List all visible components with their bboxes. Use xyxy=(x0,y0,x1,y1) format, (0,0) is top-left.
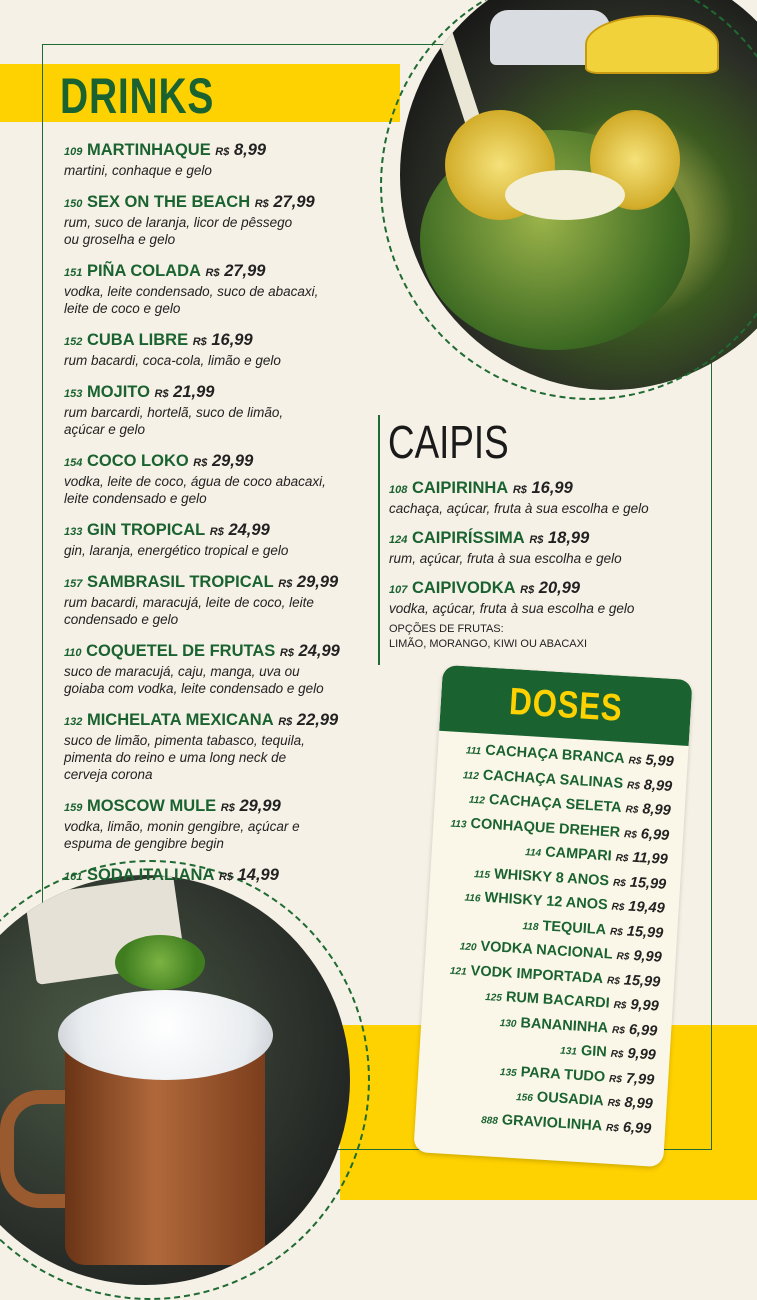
item-price: 24,99 xyxy=(228,521,270,539)
item-code: 888 xyxy=(480,1114,499,1127)
item-currency: R$ xyxy=(215,146,230,158)
item-currency: R$ xyxy=(609,926,624,938)
menu-item xyxy=(64,710,374,783)
item-description: goiaba com vodka, leite condensado e gelo xyxy=(64,681,324,696)
item-code: 150 xyxy=(64,198,83,210)
item-name: WHISKY 12 ANOS xyxy=(484,889,609,914)
item-description: rum, suco de laranja, licor de pêssego xyxy=(64,215,293,230)
item-code: 125 xyxy=(484,992,503,1005)
item-price: 21,99 xyxy=(173,383,215,401)
item-currency: R$ xyxy=(608,1073,623,1085)
menu-item xyxy=(64,382,374,438)
item-code: 120 xyxy=(459,941,477,954)
menu-item xyxy=(64,520,374,559)
menu-item xyxy=(389,578,709,617)
item-currency: R$ xyxy=(613,999,627,1012)
item-currency: R$ xyxy=(625,804,639,817)
item-line xyxy=(64,865,374,887)
item-price: 15,99 xyxy=(626,923,664,942)
item-price: 8,99 xyxy=(624,1094,654,1113)
item-currency: R$ xyxy=(612,877,627,889)
item-code: 157 xyxy=(64,578,83,590)
item-price: 5,99 xyxy=(644,752,675,771)
item-line xyxy=(64,330,374,352)
item-description: condensado e gelo xyxy=(64,612,179,627)
item-price: 19,49 xyxy=(627,898,666,917)
fruit-options-title: OPÇÕES DE FRUTAS: xyxy=(389,623,504,635)
item-name: BANANINHA xyxy=(520,1014,609,1037)
item-code: 111 xyxy=(465,745,482,758)
item-name: SAMBRASIL TROPICAL xyxy=(86,573,274,591)
item-description: leite de coco e gelo xyxy=(64,301,181,316)
item-price: 24,99 xyxy=(298,642,340,660)
item-currency: R$ xyxy=(154,388,169,400)
item-line xyxy=(389,528,709,550)
item-code: 131 xyxy=(559,1045,578,1058)
item-description: leite condensado e gelo xyxy=(64,491,207,506)
item-name: GIN TROPICAL xyxy=(86,521,206,539)
item-code: 116 xyxy=(464,892,481,905)
menu-item xyxy=(389,478,709,517)
item-line xyxy=(64,451,374,473)
item-code: 109 xyxy=(64,146,83,158)
item-name: CAIPIRINHA xyxy=(411,479,509,497)
item-currency: R$ xyxy=(623,828,638,841)
item-name: SEX ON THE BEACH xyxy=(86,193,251,211)
item-code: 130 xyxy=(499,1017,517,1030)
item-line xyxy=(64,382,374,404)
item-name: CAIPIVODKA xyxy=(411,579,516,597)
menu-item xyxy=(64,641,374,697)
item-code: 124 xyxy=(389,534,408,546)
item-price: 18,99 xyxy=(547,529,590,547)
doses-card xyxy=(413,665,692,1167)
item-code: 113 xyxy=(450,818,467,831)
item-name: COCO LOKO xyxy=(86,452,189,470)
item-price: 16,99 xyxy=(211,331,253,349)
item-line xyxy=(389,578,709,600)
item-line xyxy=(64,710,374,732)
item-description: espuma de gengibre begin xyxy=(64,836,224,851)
caipis-list xyxy=(389,478,709,628)
item-description: vodka, leite de coco, água de coco abacaxi, xyxy=(64,474,326,489)
item-name: CACHAÇA SALINAS xyxy=(482,766,624,792)
item-currency: R$ xyxy=(611,1024,626,1037)
item-price: 7,99 xyxy=(625,1070,655,1088)
menu-item xyxy=(64,796,374,852)
item-currency: R$ xyxy=(610,1048,624,1061)
item-code: 132 xyxy=(64,716,83,728)
item-price: 15,99 xyxy=(629,874,667,893)
item-code: 135 xyxy=(499,1066,517,1079)
item-description: suco de limão, pimenta tabasco, tequila, xyxy=(64,733,305,748)
item-line xyxy=(64,192,374,214)
item-name: PIÑA COLADA xyxy=(86,262,201,280)
item-price: 29,99 xyxy=(211,452,254,470)
item-description: pimenta do reino e uma long neck de xyxy=(64,750,287,765)
item-code: 118 xyxy=(522,920,539,933)
item-name: SODA ITALIANA xyxy=(86,866,215,884)
item-currency: R$ xyxy=(279,647,294,659)
item-description: vodka, açúcar, fruta à sua escolha e gelo xyxy=(389,601,635,616)
item-currency: R$ xyxy=(192,336,207,348)
item-code: 154 xyxy=(64,457,83,469)
item-line xyxy=(64,641,374,663)
item-name: CUBA LIBRE xyxy=(86,331,189,349)
item-price: 15,99 xyxy=(623,971,661,991)
item-code: 112 xyxy=(468,794,486,807)
item-description: suco de maracujá, caju, manga, uva ou xyxy=(64,664,300,679)
item-currency: R$ xyxy=(512,484,527,496)
item-description: rum, açúcar, fruta à sua escolha e gelo xyxy=(389,551,622,566)
item-price: 8,99 xyxy=(643,776,673,795)
item-currency: R$ xyxy=(628,755,642,768)
menu-item xyxy=(64,572,374,628)
item-code: 156 xyxy=(515,1092,534,1105)
item-line xyxy=(64,796,374,818)
item-code: 107 xyxy=(389,584,408,596)
item-line xyxy=(64,261,374,283)
item-price: 29,99 xyxy=(296,573,339,591)
item-price: 8,99 xyxy=(641,801,672,819)
item-description: vodka, limão, monin gengibre, açúcar e xyxy=(64,819,300,834)
item-price: 9,99 xyxy=(627,1045,657,1064)
item-currency: R$ xyxy=(220,802,235,814)
item-currency: R$ xyxy=(218,871,234,883)
item-name: CACHAÇA SELETA xyxy=(488,791,623,816)
item-currency: R$ xyxy=(615,852,629,865)
item-name: WHISKY 8 ANOS xyxy=(493,865,610,889)
item-description: cachaça, açúcar, fruta à sua escolha e gelo xyxy=(389,501,649,516)
item-name: PARA TUDO xyxy=(520,1063,606,1085)
doses-title: DOSES xyxy=(508,680,624,730)
item-name: MARTINHAQUE xyxy=(86,141,211,159)
menu-item xyxy=(64,330,374,369)
item-name: COQUETEL DE FRUTAS xyxy=(86,642,276,660)
doses-list xyxy=(415,731,689,1144)
item-code: 151 xyxy=(64,267,83,279)
item-name: TEQUILA xyxy=(542,917,607,938)
item-price: 27,99 xyxy=(224,262,266,280)
item-price: 6,99 xyxy=(628,1021,658,1040)
menu-item xyxy=(64,451,374,507)
menu-item xyxy=(389,528,709,567)
item-price: 29,99 xyxy=(239,797,281,815)
item-currency: R$ xyxy=(626,779,641,792)
item-name: OUSADIA xyxy=(536,1089,605,1110)
item-line xyxy=(64,520,374,542)
item-description: açúcar e gelo xyxy=(64,422,146,437)
item-description: cerveja corona xyxy=(64,767,153,782)
item-price: 9,99 xyxy=(632,948,663,966)
item-price: 27,99 xyxy=(273,193,315,211)
item-price: 9,99 xyxy=(629,996,660,1015)
item-description: ou groselha e gelo xyxy=(64,232,176,247)
item-price: 8,99 xyxy=(233,141,267,159)
item-currency: R$ xyxy=(605,1122,620,1134)
item-name: GIN xyxy=(580,1042,608,1061)
item-price: 11,99 xyxy=(631,849,669,868)
item-code: 110 xyxy=(64,647,82,659)
fruit-options xyxy=(389,622,587,652)
item-name: MICHELATA MEXICANA xyxy=(86,711,274,729)
item-name: MOJITO xyxy=(86,383,150,401)
item-line xyxy=(64,572,374,594)
item-price: 6,99 xyxy=(622,1119,652,1137)
item-code: 108 xyxy=(389,484,408,496)
item-currency: R$ xyxy=(520,584,535,596)
item-name: CONHAQUE DREHER xyxy=(470,815,621,841)
caipis-title: CAIPIS xyxy=(388,416,509,468)
item-name: GRAVIOLINHA xyxy=(501,1111,603,1134)
item-currency: R$ xyxy=(529,534,544,546)
item-code: 159 xyxy=(64,802,83,814)
item-code: 161 xyxy=(64,871,83,883)
item-code: 121 xyxy=(449,965,467,978)
item-currency: R$ xyxy=(205,267,220,279)
item-description: vodka, leite condensado, suco de abacaxi, xyxy=(64,284,319,299)
caipis-divider xyxy=(378,415,380,665)
item-code: 115 xyxy=(473,868,491,881)
item-currency: R$ xyxy=(616,950,630,963)
item-description: rum bacardi, maracujá, leite de coco, leite xyxy=(64,595,314,610)
item-code: 133 xyxy=(64,526,83,538)
menu-item xyxy=(64,865,374,887)
item-name: VODKA NACIONAL xyxy=(480,938,614,963)
item-description: martini, conhaque e gelo xyxy=(64,163,212,178)
item-price: 6,99 xyxy=(640,825,670,844)
item-currency: R$ xyxy=(209,526,224,538)
item-currency: R$ xyxy=(611,901,625,914)
item-currency: R$ xyxy=(606,974,621,987)
item-currency: R$ xyxy=(607,1097,621,1110)
item-price: 16,99 xyxy=(531,479,573,497)
item-line xyxy=(389,478,709,500)
menu-item xyxy=(64,140,374,179)
item-price: 14,99 xyxy=(237,866,279,884)
item-description: gin, laranja, energético tropical e gelo xyxy=(64,543,289,558)
menu-item xyxy=(64,261,374,317)
item-currency: R$ xyxy=(193,457,208,469)
item-name: CAIPIRÍSSIMA xyxy=(411,529,525,547)
item-name: CACHAÇA BRANCA xyxy=(484,742,626,768)
item-price: 22,99 xyxy=(296,711,339,729)
item-currency: R$ xyxy=(254,198,269,210)
drinks-title: DRINKS xyxy=(60,68,215,124)
item-description: rum bacardi, coca-cola, limão e gelo xyxy=(64,353,281,368)
item-code: 153 xyxy=(64,388,83,400)
drinks-list xyxy=(64,140,374,900)
item-description: rum barcardi, hortelã, suco de limão, xyxy=(64,405,284,420)
item-name: CAMPARI xyxy=(544,844,613,865)
menu-item xyxy=(64,192,374,248)
item-name: VODK IMPORTADA xyxy=(470,962,604,987)
fruit-options-list: LIMÃO, MORANGO, KIWI OU ABACAXI xyxy=(389,638,588,650)
item-name: RUM BACARDI xyxy=(505,989,611,1012)
item-name: MOSCOW MULE xyxy=(86,797,217,815)
item-price: 20,99 xyxy=(538,579,581,597)
item-currency: R$ xyxy=(278,578,293,590)
item-code: 152 xyxy=(64,336,83,348)
item-line xyxy=(64,140,374,162)
item-code: 112 xyxy=(462,769,480,782)
item-currency: R$ xyxy=(278,716,293,728)
item-code: 114 xyxy=(524,847,542,860)
